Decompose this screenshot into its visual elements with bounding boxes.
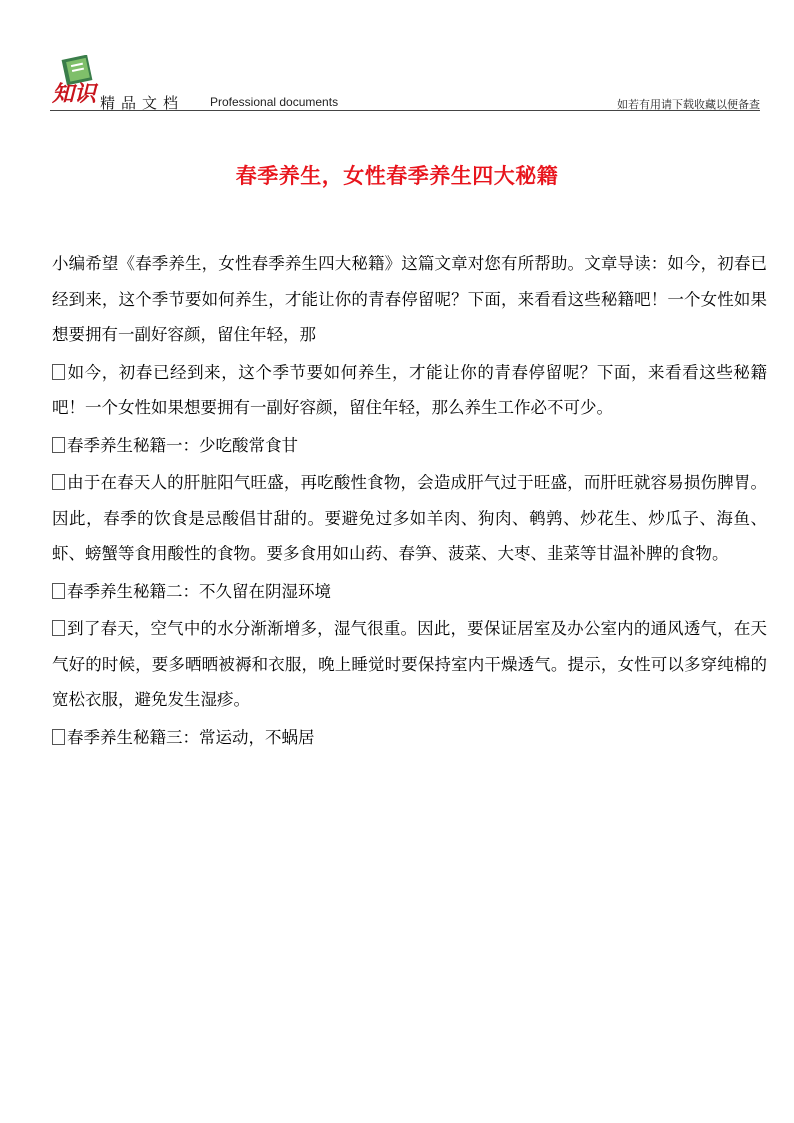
header-divider — [50, 110, 760, 111]
header-tagline: 如若有用请下载收藏以便备查 — [617, 98, 760, 111]
boxed-paragraph — [52, 611, 767, 718]
brand-en: Professional documents — [210, 95, 339, 109]
missing-glyph-box-icon — [52, 729, 65, 745]
missing-glyph-box-icon — [52, 620, 65, 636]
brand-cn: 精品文档 — [100, 94, 185, 112]
paragraph-text: 春季养生秘籍三：常运动，不蜗居 — [67, 727, 315, 747]
boxed-paragraph — [52, 720, 767, 756]
missing-glyph-box-icon — [52, 364, 65, 380]
document-title: 春季养生，女性春季养生四大秘籍 — [235, 164, 559, 188]
boxed-paragraph — [52, 465, 767, 572]
paragraph-text: 春季养生秘籍一：少吃酸常食甘 — [67, 435, 298, 455]
missing-glyph-box-icon — [52, 437, 65, 453]
missing-glyph-box-icon — [52, 583, 65, 599]
paragraph-text: 小编希望《春季养生，女性春季养生四大秘籍》这篇文章对您有所帮助。文章导读：如今，初春已经到来，这个季节要如何养生，才能让你的青春停留呢？下面，来看看这些秘籍吧！一个女性如果想要拥有一副好容颜，留住年轻，那 — [52, 254, 767, 344]
logo-book-icon — [50, 55, 102, 107]
article-body — [52, 246, 767, 757]
boxed-paragraph — [52, 574, 767, 610]
paragraph-text: 如今，初春已经到来，这个季节要如何养生，才能让你的青春停留呢？下面，来看看这些秘籍吧！一个女性如果想要拥有一副好容颜，留住年轻，那么养生工作必不可少。 — [52, 362, 767, 417]
paragraph-text: 到了春天，空气中的水分渐渐增多，湿气很重。因此，要保证居室及办公室内的通风透气，在天气好的时候，要多晒晒被褥和衣服，晚上睡觉时要保持室内干燥透气。提示，女性可以多穿纯棉的宽松衣服，避免发生湿疹。 — [52, 619, 767, 709]
intro-paragraph — [52, 246, 767, 353]
logo-chars: 知识 — [52, 81, 97, 107]
boxed-paragraph — [52, 355, 767, 426]
page-header — [50, 55, 760, 111]
boxed-paragraph — [52, 428, 767, 464]
paragraph-text: 由于在春天人的肝脏阳气旺盛，再吃酸性食物，会造成肝气过于旺盛，而肝旺就容易损伤脾胃。因此，春季的饮食是忌酸倡甘甜的。要避免过多如羊肉、狗肉、鹌鹑、炒花生、炒瓜子、海鱼、虾、螃蟹等食用酸性的食物。要多食用如山药、春笋、菠菜、大枣、韭菜等甘温补脾的食物。 — [52, 473, 767, 563]
missing-glyph-box-icon — [52, 474, 65, 490]
paragraph-text: 春季养生秘籍二：不久留在阴湿环境 — [67, 581, 331, 601]
